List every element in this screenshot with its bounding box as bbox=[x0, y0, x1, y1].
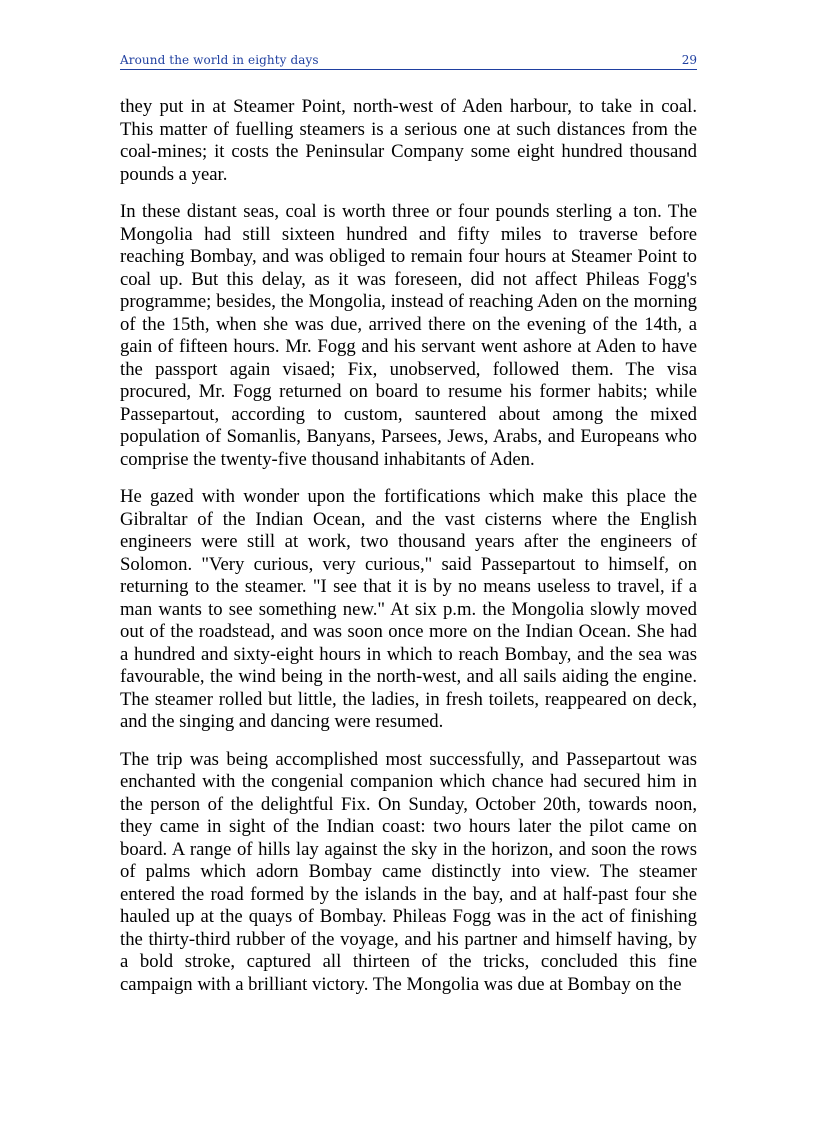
paragraph-2: In these distant seas, coal is worth three or four pounds sterling a ton. The Mongolia had still sixteen hundred and fifty miles to traverse before reaching Bombay, and was obliged to remain four hours at Steamer Point to coal up. But this delay, as it was foreseen, did not affect Phileas Fogg's programme; besides, the Mongolia, instead of reaching Aden on the morning of the 15th, when she was due, arrived there on the evening of the 14th, a gain of fifteen hours. Mr. Fogg and his servant went ashore at Aden to have the passport again visaed; Fix, unobserved, followed them. The visa procured, Mr. Fogg returned on board to resume his former habits; while Passepartout, according to custom, sauntered about among the mixed population of Somanlis, Banyans, Parsees, Jews, Arabs, and Europeans who comprise the twenty-five thousand inhabitants of Aden. bbox=[120, 201, 697, 470]
page-number: 29 bbox=[681, 53, 697, 67]
body-text bbox=[120, 96, 697, 1011]
paragraph-3: He gazed with wonder upon the fortifications which make this place the Gibraltar of the Indian Ocean, and the vast cisterns where the English engineers were still at work, two thousand years after the engineers of Solomon. "Very curious, very curious," said Passepartout to himself, on returning to the steamer. "I see that it is by no means useless to travel, if a man wants to see something new." At six p.m. the Mongolia slowly moved out of the roadstead, and was soon once more on the Indian Ocean. She had a hundred and sixty-eight hours in which to reach Bombay, and the sea was favourable, the wind being in the north-west, and all sails aiding the engine. The steamer rolled but little, the ladies, in fresh toilets, reappeared on deck, and the singing and dancing were resumed. bbox=[120, 486, 697, 732]
running-title[interactable]: Around the world in eighty days bbox=[120, 53, 319, 67]
paragraph-1: they put in at Steamer Point, north-west of Aden harbour, to take in coal. This matter of fuelling steamers is a serious one at such distances from the coal-mines; it costs the Peninsular Company some eight hundred thousand pounds a year. bbox=[120, 96, 697, 185]
page-header bbox=[120, 52, 697, 70]
paragraph-4: The trip was being accomplished most successfully, and Passepartout was enchanted with the congenial companion which chance had secured him in the person of the delightful Fix. On Sunday, October 20th, towards noon, they came in sight of the Indian coast: two hours later the pilot came on board. A range of hills lay against the sky in the horizon, and soon the rows of palms which adorn Bombay came distinctly into view. The steamer entered the road formed by the islands in the bay, and at half-past four she hauled up at the quays of Bombay. Phileas Fogg was in the act of finishing the thirty-third rubber of the voyage, and his partner and himself having, by a bold stroke, captured all thirteen of the tricks, concluded this fine campaign with a brilliant victory. The Mongolia was due at Bombay on the bbox=[120, 748, 697, 995]
